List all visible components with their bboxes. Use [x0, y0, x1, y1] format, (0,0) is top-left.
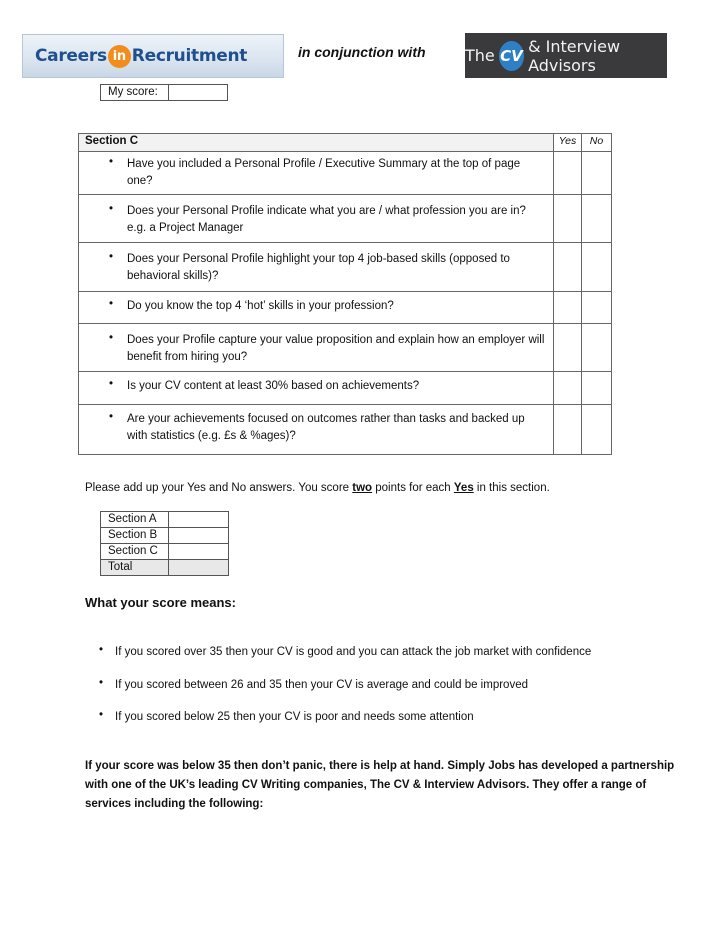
logo-text-recruitment: Recruitment: [131, 46, 248, 66]
totals-table: [100, 511, 229, 576]
yes-checkbox-cell[interactable]: [554, 292, 582, 324]
no-checkbox-cell[interactable]: [582, 152, 612, 195]
section-title: Section C: [79, 134, 554, 152]
my-score-label: My score:: [101, 85, 169, 100]
question-row: [79, 292, 612, 324]
my-score-value-cell[interactable]: [169, 85, 227, 100]
bullet: •: [108, 378, 113, 390]
totals-label: Section A: [101, 512, 169, 528]
logo-cv-badge: CV: [499, 41, 524, 71]
yes-checkbox-cell[interactable]: [554, 152, 582, 195]
bullet: •: [108, 251, 113, 263]
question-row: [79, 152, 612, 195]
question-row: [79, 405, 612, 455]
logo-text-careers: Careers: [35, 46, 107, 66]
question-text: Is your CV content at least 30% based on achievements?: [127, 380, 420, 392]
bullet: •: [98, 709, 103, 721]
no-checkbox-cell[interactable]: [582, 243, 612, 292]
score-meaning-heading: What your score means:: [85, 595, 236, 610]
logo-text-in: in: [108, 45, 131, 68]
totals-value-cell[interactable]: [169, 528, 229, 544]
question-text: Are your achievements focused on outcomes rather than tasks and backed up with statistics (e.g. £s & %ages)?: [127, 413, 525, 442]
question-row: [79, 195, 612, 243]
totals-value-cell[interactable]: [169, 544, 229, 560]
totals-label: Section C: [101, 544, 169, 560]
instructions-pre: Please add up your Yes and No answers. You score: [85, 482, 353, 494]
yes-checkbox-cell[interactable]: [554, 405, 582, 455]
conjunction-text: in conjunction with: [298, 44, 426, 60]
yes-checkbox-cell[interactable]: [554, 372, 582, 405]
meaning-item: [85, 709, 695, 726]
question-text: Does your Personal Profile highlight your top 4 job-based skills (opposed to behavioral skills)?: [127, 253, 510, 282]
meaning-text: If you scored between 26 and 35 then your CV is average and could be improved: [115, 679, 528, 691]
question-text: Does your Personal Profile indicate what you are / what profession you are in? e.g. a Project Manager: [127, 205, 526, 234]
no-header: No: [582, 134, 612, 152]
meaning-item: [85, 677, 695, 694]
no-checkbox-cell[interactable]: [582, 292, 612, 324]
yes-header: Yes: [554, 134, 582, 152]
no-checkbox-cell[interactable]: [582, 324, 612, 372]
yes-checkbox-cell[interactable]: [554, 324, 582, 372]
scoring-instructions: [85, 482, 550, 494]
bullet: •: [108, 411, 113, 423]
instructions-yes: Yes: [453, 482, 474, 494]
bullet: •: [98, 677, 103, 689]
careers-in-recruitment-logo: [22, 34, 284, 78]
instructions-two: two: [352, 482, 373, 494]
meaning-item: [85, 644, 695, 661]
bullet: •: [108, 156, 113, 168]
totals-value-cell[interactable]: [169, 560, 229, 576]
my-score-box: [100, 84, 228, 101]
no-checkbox-cell[interactable]: [582, 405, 612, 455]
question-row: [79, 372, 612, 405]
question-text: Does your Profile capture your value proposition and explain how an employer will benefit from hiring you?: [127, 334, 545, 363]
bullet: •: [98, 644, 103, 656]
totals-value-cell[interactable]: [169, 512, 229, 528]
no-checkbox-cell[interactable]: [582, 372, 612, 405]
bullet: •: [108, 298, 113, 310]
bullet: •: [108, 203, 113, 215]
closing-paragraph: If your score was below 35 then don’t panic, there is help at hand. Simply Jobs has developed a partnership with one of the UK’s leading CV Writing companies, The CV & Interview Advisors. They offer a range of services including the following:: [85, 760, 675, 810]
instructions-post: in this section.: [473, 482, 550, 494]
meaning-text: If you scored below 25 then your CV is poor and needs some attention: [115, 711, 474, 723]
logo-text-the: The: [465, 46, 495, 65]
instructions-mid: points for each: [372, 482, 454, 494]
question-row: [79, 243, 612, 292]
section-c-table: [78, 133, 612, 455]
question-text: Do you know the top 4 ‘hot’ skills in your profession?: [127, 300, 394, 312]
cv-interview-advisors-logo: [465, 33, 667, 78]
totals-label: Section B: [101, 528, 169, 544]
question-row: [79, 324, 612, 372]
bullet: •: [108, 332, 113, 344]
yes-checkbox-cell[interactable]: [554, 195, 582, 243]
yes-checkbox-cell[interactable]: [554, 243, 582, 292]
question-text: Have you included a Personal Profile / Executive Summary at the top of page one?: [127, 158, 521, 187]
no-checkbox-cell[interactable]: [582, 195, 612, 243]
meaning-text: If you scored over 35 then your CV is good and you can attack the job market with confidence: [115, 646, 592, 658]
logo-text-rest: & Interview Advisors: [528, 36, 621, 75]
totals-label: Total: [101, 560, 169, 576]
